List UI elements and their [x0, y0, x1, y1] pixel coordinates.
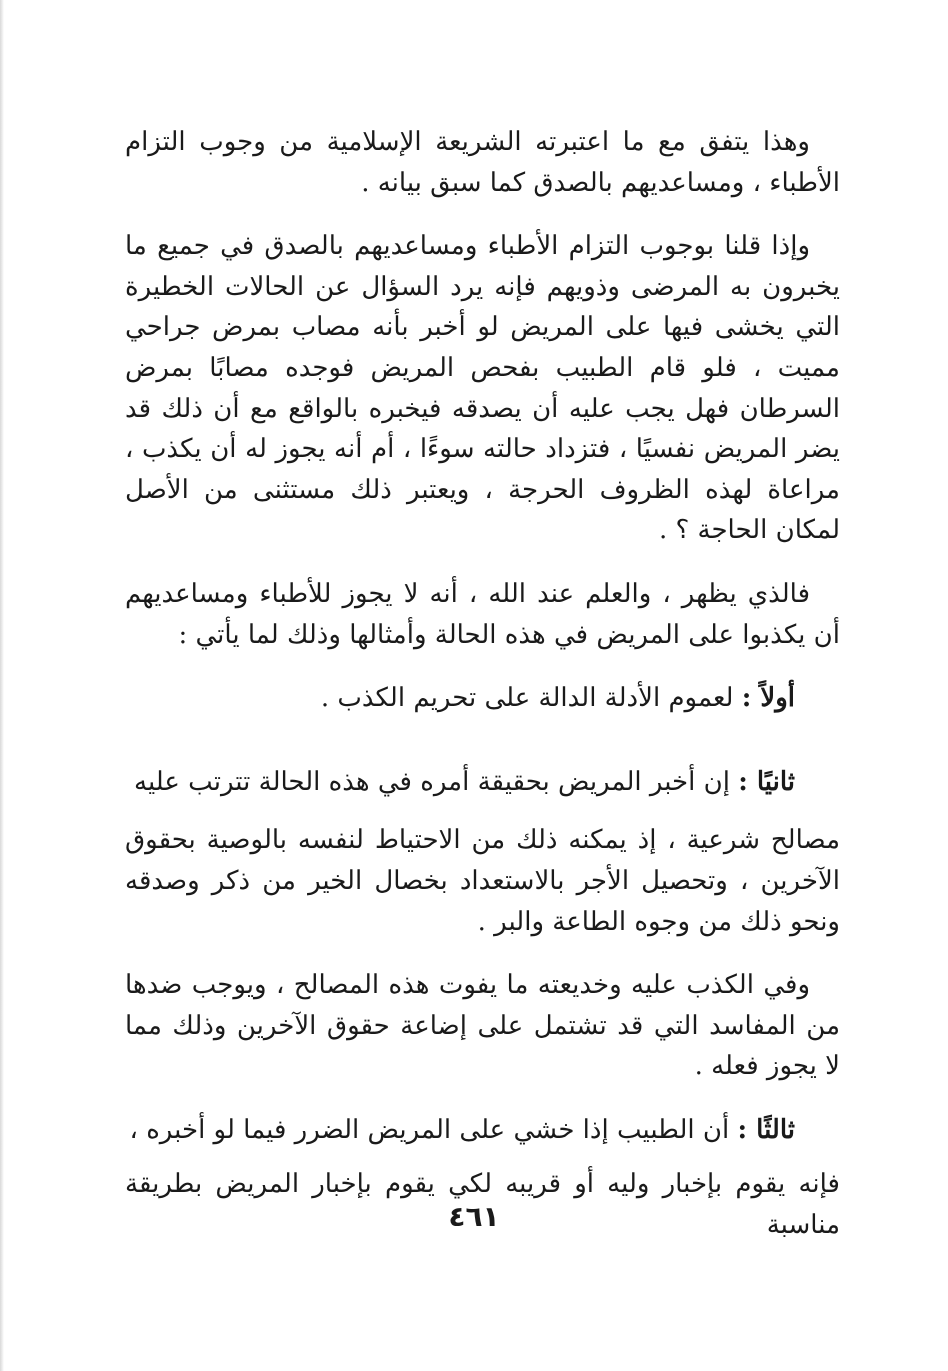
point-first-text: لعموم الأدلة الدالة على تحريم الكذب .	[320, 683, 734, 714]
body-text	[125, 122, 840, 1246]
point-first	[125, 678, 840, 719]
paragraph-1: وهذا يتفق مع ما اعتبرته الشريعة الإسلامية من وجوب التزام الأطباء ، ومساعديهم بالصدق كما سبق بيانه .	[125, 127, 840, 198]
point-second-label: ثانيًا :	[738, 766, 795, 797]
paragraph-2: وإذا قلنا بوجوب التزام الأطباء ومساعديهم بالصدق في جميع ما يخبرون به المرضى وذويهم فإنه يرد السؤال عن الحالات الخطيرة التي يخشى فيها على المريض لو أخبر بأنه مصاب بمرض جراحي مميت ، فلو قام الطبيب بفحص المريض فوجده مصابًا بمرض السرطان فهل يجب عليه أن يصدقه فيخبره بالواقع مع أن ذلك قد يضر المريض نفسيًا ، فتزداد حالته سوءًا ، أم أنه يجوز له أن يكذب ، مراعاة لهذه الظروف الحرجة ، ويعتبر ذلك مستثنى من الأصل لمكان الحاجة ؟ .	[125, 231, 840, 546]
point-second-text: إن أخبر المريض بحقيقة أمره في هذه الحالة تترتب عليه	[134, 766, 730, 797]
point-third-label: ثالثًا :	[737, 1114, 795, 1145]
page-number: ٤٦١	[448, 1200, 500, 1233]
point-third-text: أن الطبيب إذا خشي على المريض الضرر فيما لو أخبره ،	[129, 1114, 730, 1145]
point-first-label: أولاً :	[741, 683, 795, 714]
page-spine-shadow	[0, 0, 4, 1371]
paragraph-3: فالذي يظهر ، والعلم عند الله ، أنه لا يجوز للأطباء ومساعديهم أن يكذبوا على المريض في هذه الحالة وأمثالها وذلك لما يأتي :	[125, 578, 840, 650]
point-third	[125, 1110, 840, 1151]
paragraph-6: فإنه يقوم بإخبار وليه أو قريبه لكي يقوم بإخبار المريض بطريقة مناسبة	[125, 1169, 840, 1241]
paragraph-5: وفي الكذب عليه وخديعته ما يفوت هذه المصالح ، ويوجب ضدها من المفاسد التي قد تشتمل على إضاعة حقوق الآخرين وذلك مما لا يجوز فعله .	[125, 970, 840, 1082]
point-second	[125, 762, 840, 803]
paragraph-4: مصالح شرعية ، إذ يمكنه ذلك من الاحتياط لنفسه بالوصية بحقوق الآخرين ، وتحصيل الأجر بالاستعداد بخصال الخير من ذكر وصدقه ونحو ذلك من وجوه الطاعة والبر .	[125, 825, 840, 937]
